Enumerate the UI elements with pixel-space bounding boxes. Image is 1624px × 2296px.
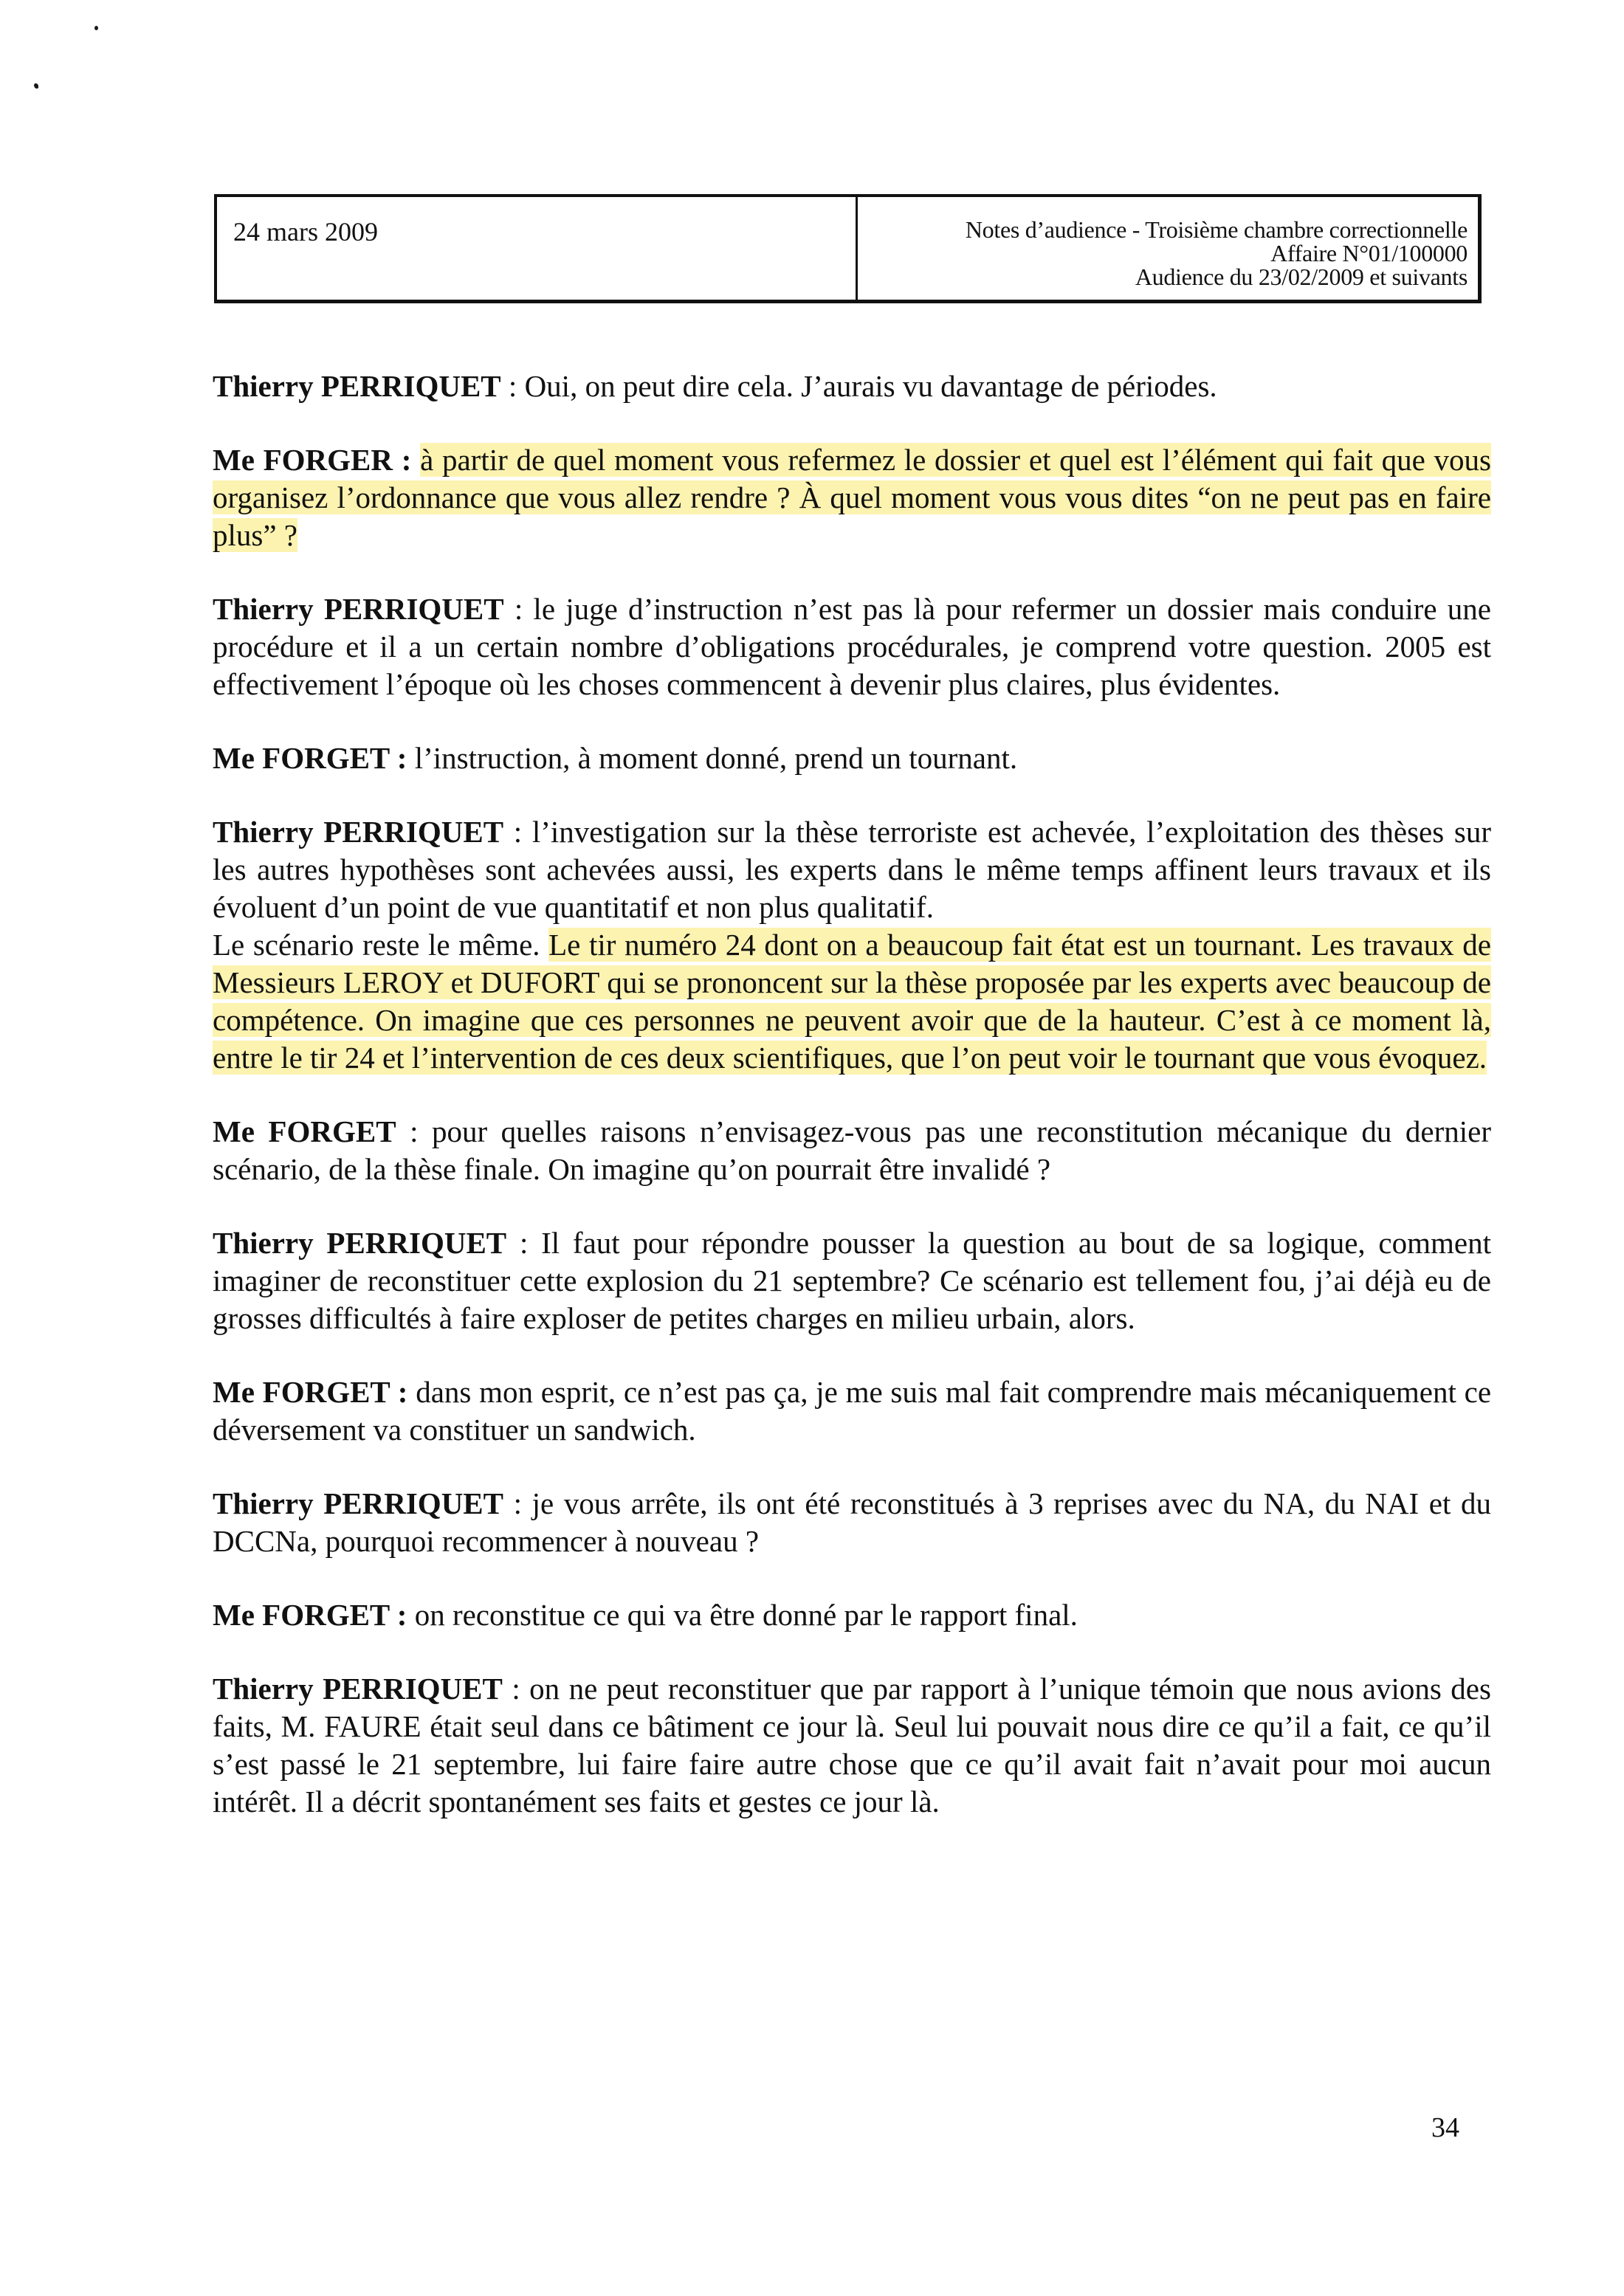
paragraph-text: Oui, on peut dire cela. J’aurais vu davantage de périodes. (524, 369, 1217, 403)
speaker-separator (407, 1375, 416, 1409)
speaker-separator: : (500, 369, 525, 403)
paragraph-text: le juge d’instruction n’est pas là pour refermer un dossier mais conduire une procédure et il a un certain nombre d’obligations procédurales, je comprend votre question. 2005 est effectivement l’époque où les choses commencent à devenir plus claires, plus évidentes. (213, 592, 1491, 701)
header-date: 24 mars 2009 (233, 217, 378, 247)
speaker-separator: : (506, 1226, 542, 1260)
scan-speck (34, 83, 38, 89)
transcript-paragraph (213, 441, 1491, 554)
header-date-cell (217, 197, 858, 300)
speaker-name: Me FORGET (213, 1114, 396, 1148)
paragraph-text: on ne peut reconstituer que par rapport à l’unique témoin que nous avions des faits, M. FAURE était seul dans ce bâtiment ce jour là. Seul lui pouvait nous dire ce qu’il a fait, ce qu’il s’est passé le 21 septembre, lui faire faire autre chose que ce qu’il avait fait n’avait pour moi aucun intérêt. Il a décrit spontanément ses faits et gestes ce jour là. (213, 1672, 1491, 1818)
speaker-name: Thierry PERRIQUET (213, 815, 504, 849)
page-number: 34 (1431, 2112, 1459, 2143)
speaker-separator: : (396, 1114, 432, 1148)
speaker-name: Thierry PERRIQUET (213, 1226, 507, 1260)
speaker-name: Me FORGET : (213, 1598, 407, 1632)
transcript-paragraph (213, 813, 1491, 1077)
paragraph-text: on reconstitue ce qui va être donné par le rapport final. (414, 1598, 1078, 1632)
transcript-paragraph (213, 1596, 1491, 1634)
speaker-separator (407, 1598, 414, 1632)
transcript-paragraph (213, 1113, 1491, 1188)
speaker-separator: : (503, 1486, 532, 1520)
transcript-paragraph (213, 740, 1491, 777)
paragraph-text: Il faut pour répondre pousser la question au bout de sa logique, comment imaginer de reconstituer cette explosion du 21 septembre? Ce scénario est tellement fou, j’ai déjà eu de grosses difficultés à faire exploser de petites charges en milieu urbain, alors. (213, 1226, 1491, 1335)
speaker-name: Thierry PERRIQUET (213, 592, 504, 626)
speaker-name: Thierry PERRIQUET (213, 1486, 504, 1520)
paragraph-text: l’instruction, à moment donné, prend un tournant. (414, 741, 1018, 775)
highlighted-text: Le tir numéro 24 dont on a beaucoup fait état est un tournant. Les travaux de Messieurs LEROY et DUFORT qui se prononcent sur la thèse proposée par les experts avec beaucoup de compétence. On imagine que ces personnes ne peuvent avoir que de la hauteur. C’est à ce moment là, entre le tir 24 et l’intervention de ces deux scientifiques, que l’on peut voir le tournant que vous évoquez. (213, 928, 1491, 1075)
highlighted-text: à partir de quel moment vous refermez le dossier et quel est l’élément qui fait que vous organisez l’ordonnance que vous allez rendre ? À quel moment vous vous dites “on ne peut pas en faire plus” ? (213, 443, 1491, 552)
paragraph-text: Le scénario reste le même. (213, 928, 540, 962)
header-title: Notes d’audience - Troisième chambre correctionnelle (965, 216, 1468, 243)
transcript-body (213, 368, 1491, 1857)
transcript-paragraph (213, 1373, 1491, 1449)
transcript-paragraph (213, 1485, 1491, 1560)
paragraph-text: dans mon esprit, ce n’est pas ça, je me suis mal fait comprendre mais mécaniquement ce déversement va constituer un sandwich. (213, 1375, 1492, 1447)
speaker-separator: : (503, 592, 534, 626)
transcript-paragraph (213, 368, 1491, 405)
document-header (214, 194, 1482, 303)
transcript-paragraph (213, 1224, 1491, 1337)
header-info-cell (858, 197, 1478, 300)
paragraph-text: l’investigation sur la thèse terroriste est achevée, l’exploitation des thèses sur les autres hypothèses sont achevées aussi, les experts dans le même temps affinent leurs travaux et ils évoluent d’un point de vue quantitatif et non plus qualitatif. (213, 815, 1491, 924)
header-hearing: Audience du 23/02/2009 et suivants (1135, 263, 1468, 290)
speaker-separator: : (503, 815, 532, 849)
speaker-name: Me FORGET : (213, 741, 407, 775)
speaker-separator: : (502, 1672, 530, 1706)
transcript-paragraph (213, 590, 1491, 703)
paragraph-text: pour quelles raisons n’envisagez-vous pas une reconstitution mécanique du dernier scénario, de la thèse finale. On imagine qu’on pourrait être invalidé ? (213, 1114, 1491, 1186)
paragraph-text: je vous arrête, ils ont été reconstitués à 3 reprises avec du NA, du NAI et du DCCNa, pourquoi recommencer à nouveau ? (213, 1486, 1491, 1558)
scan-speck (94, 26, 98, 30)
speaker-name: Thierry PERRIQUET (213, 1672, 503, 1706)
speaker-separator (411, 443, 420, 477)
speaker-separator (407, 741, 414, 775)
speaker-name: Thierry PERRIQUET (213, 369, 501, 403)
speaker-name: Me FORGER : (213, 443, 412, 477)
header-case-number: Affaire N°01/100000 (1270, 240, 1468, 266)
speaker-name: Me FORGET : (213, 1375, 408, 1409)
transcript-paragraph (213, 1670, 1491, 1821)
